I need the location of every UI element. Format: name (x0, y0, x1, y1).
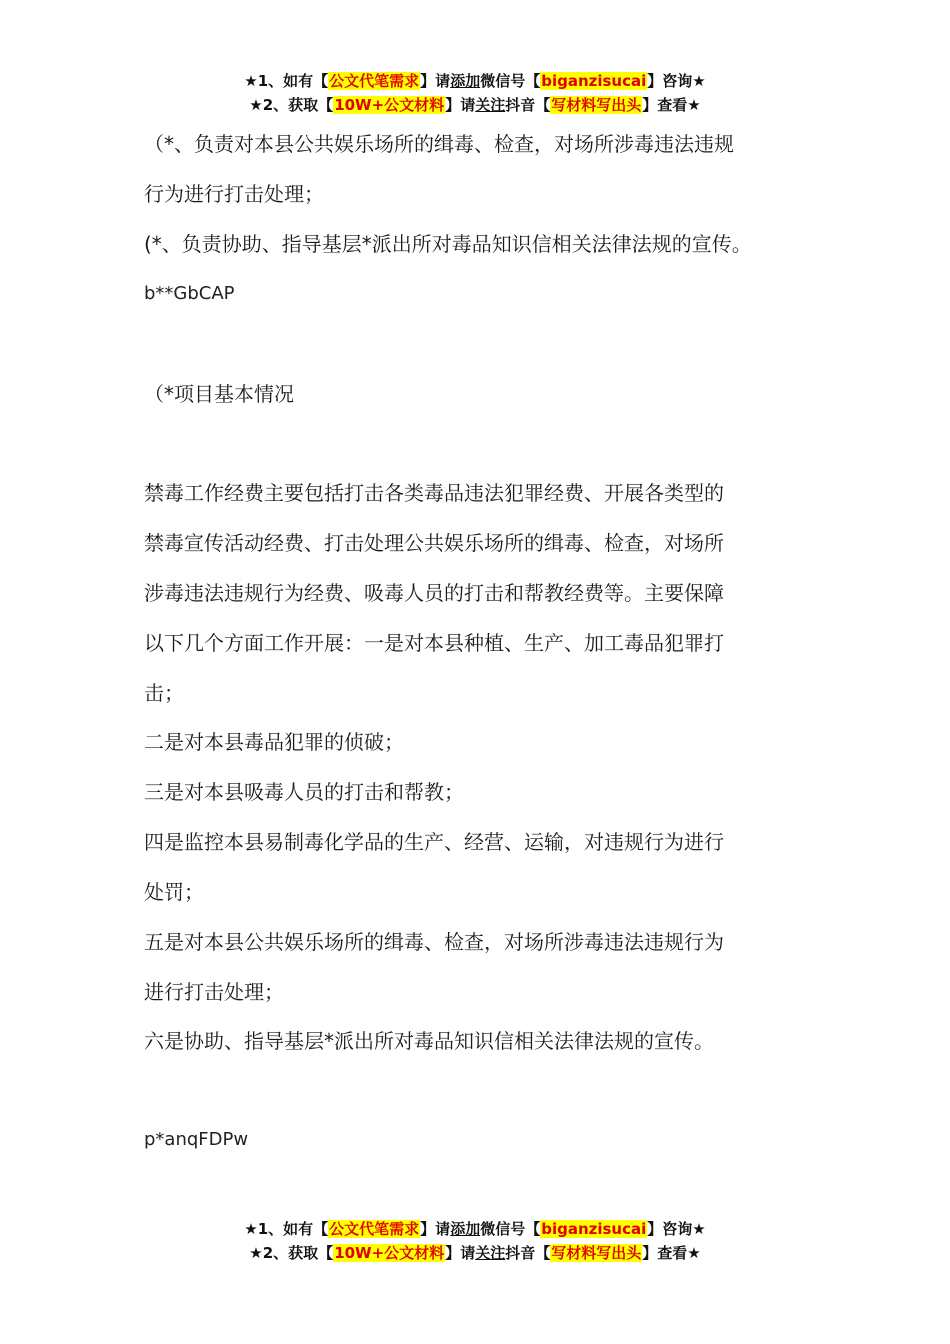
banner-line-1: ★1、如有【公文代笔需求】请添加微信号【biganzisucai】咨询★ (244, 72, 706, 90)
code-string: p*anqFDPw (144, 1129, 249, 1150)
paragraph-line: 三是对本县吸毒人员的打击和帮教； (144, 780, 464, 804)
paragraph-line: 涉毒违法违规行为经费、吸毒人员的打击和帮教经费等。主要保障 (144, 581, 724, 605)
paragraph-line: 二是对本县毒品犯罪的侦破； (144, 730, 404, 754)
paragraph-line: 进行打击处理； (144, 980, 284, 1004)
banner-line-2: ★2、获取【10W+公文材料】请关注抖音【写材料写出头】查看★ (249, 1244, 701, 1262)
highlight-service: 公文代笔需求 (329, 1220, 420, 1238)
paragraph-line: 击； (144, 681, 184, 705)
banner-line-2: ★2、获取【10W+公文材料】请关注抖音【写材料写出头】查看★ (249, 96, 701, 114)
highlight-materials: 10W+公文材料 (334, 96, 445, 114)
paragraph-line: 禁毒工作经费主要包括打击各类毒品违法犯罪经费、开展各类型的 (144, 481, 724, 505)
emphasis-follow: 关注 (475, 96, 506, 114)
banner-line-1: ★1、如有【公文代笔需求】请添加微信号【biganzisucai】咨询★ (244, 1220, 706, 1238)
paragraph-line: 处罚； (144, 880, 204, 904)
paragraph-line: 四是监控本县易制毒化学品的生产、经营、运输，对违规行为进行 (144, 830, 724, 854)
highlight-douyin-id: 写材料写出头 (551, 1244, 642, 1262)
highlight-service: 公文代笔需求 (329, 72, 420, 90)
emphasis-add: 添加 (450, 72, 481, 90)
paragraph-line: （*、负责对本县公共娱乐场所的缉毒、检查，对场所涉毒违法违规 (144, 132, 734, 156)
highlight-materials: 10W+公文材料 (334, 1244, 445, 1262)
paragraph-line: 以下几个方面工作开展：一是对本县种植、生产、加工毒品犯罪打 (144, 631, 724, 655)
paragraph-line: (*、负责协助、指导基层*派出所对毒品知识信相关法律法规的宣传。 (144, 232, 752, 256)
highlight-wechat-id: biganzisucai (541, 1220, 647, 1238)
bottom-banner (0, 1217, 950, 1265)
top-banner (0, 69, 950, 117)
emphasis-add: 添加 (450, 1220, 481, 1238)
code-string: b**GbCAP (144, 283, 235, 304)
section-heading: （*项目基本情况 (144, 382, 294, 406)
highlight-douyin-id: 写材料写出头 (551, 96, 642, 114)
emphasis-follow: 关注 (475, 1244, 506, 1262)
paragraph-line: 行为进行打击处理； (144, 182, 324, 206)
paragraph-line: 六是协助、指导基层*派出所对毒品知识信相关法律法规的宣传。 (144, 1029, 714, 1053)
highlight-wechat-id: biganzisucai (541, 72, 647, 90)
paragraph-line: 五是对本县公共娱乐场所的缉毒、检查，对场所涉毒违法违规行为 (144, 930, 724, 954)
paragraph-line: 禁毒宣传活动经费、打击处理公共娱乐场所的缉毒、检查，对场所 (144, 531, 724, 555)
